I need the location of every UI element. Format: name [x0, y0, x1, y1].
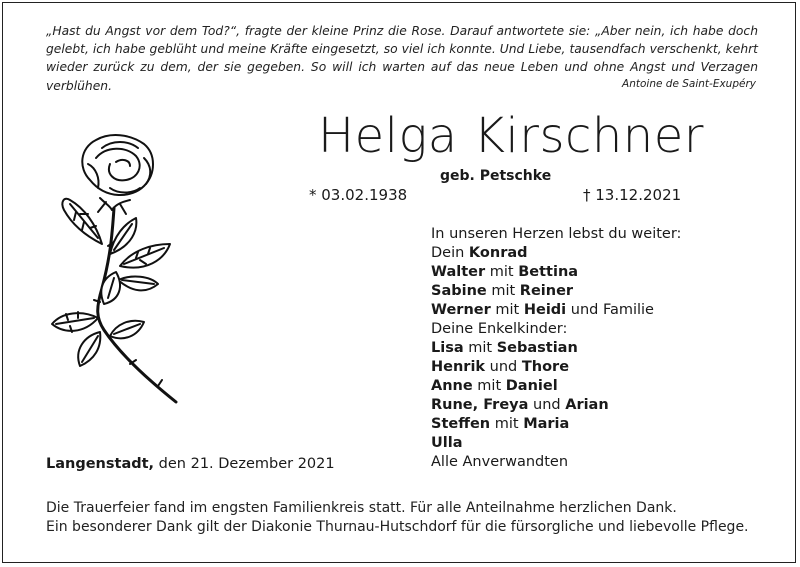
mourner-name: Reiner	[519, 283, 574, 299]
mourner-line	[431, 282, 681, 301]
mourners-intro: In unseren Herzen lebst du weiter:	[431, 226, 682, 242]
mourner-name: Bettina	[518, 264, 579, 280]
mourner-line	[431, 320, 681, 339]
mourners-list	[431, 225, 681, 472]
closing-line-2: Ein besonderer Dank gilt der Diakonie Thurnau-Hutschdorf für die fürsorgliche und liebevolle Pflege.	[46, 519, 749, 535]
mourner-name: Ulla	[431, 435, 463, 451]
mourner-connector: Deine Enkelkinder:	[431, 321, 568, 337]
date: den 21. Dezember 2021	[154, 456, 335, 472]
mourner-name: Sabine	[431, 283, 487, 299]
mourner-line	[431, 244, 681, 263]
mourner-connector: und	[528, 397, 566, 413]
mourner-line	[431, 263, 681, 282]
mourner-line	[431, 301, 681, 320]
rose-icon	[40, 118, 218, 410]
closing-text	[46, 499, 749, 537]
place: Langenstadt,	[46, 456, 155, 472]
mourner-connector: mit	[463, 340, 497, 356]
mourner-line	[431, 377, 681, 396]
mourner-line	[431, 415, 681, 434]
maiden-name: geb. Petschke	[440, 168, 552, 184]
mourner-lines	[431, 244, 681, 472]
mourner-name: Arian	[565, 397, 609, 413]
mourner-connector: Alle Anverwandten	[431, 454, 569, 470]
mourner-name: Thore	[521, 359, 570, 375]
mourner-line	[431, 339, 681, 358]
mourner-name: Werner	[431, 302, 491, 318]
birth-date: * 03.02.1938	[309, 186, 408, 204]
mourner-connector: Dein	[431, 245, 469, 261]
mourner-name: Steffen	[431, 416, 491, 432]
mourner-line	[431, 434, 681, 453]
mourner-line	[431, 396, 681, 415]
mourner-name: Walter	[431, 264, 486, 280]
mourner-name: Konrad	[468, 245, 528, 261]
quote-text: „Hast du Angst vor dem Tod?“, fragte der kleine Prinz die Rose. Darauf antwortete sie: „Aber nein, ich habe doch gelebt, ich habe geblüht und meine Kräfte eingesetzt, so viel ich konnte. Und Liebe, tausendfach verschenkt, kehrt wieder zurück zu dem, der sie gegeben. So will ich warten auf das neue Leben und ohne Angst und Verzagen verblühen.	[46, 24, 758, 93]
mourner-name: Henrik	[431, 359, 486, 375]
mourner-name: Lisa	[431, 340, 464, 356]
mourner-line	[431, 358, 681, 377]
mourner-connector: mit	[486, 283, 520, 299]
place-date	[46, 456, 335, 472]
mourner-name: Daniel	[505, 378, 558, 394]
mourner-name: Heidi	[523, 302, 567, 318]
closing-line-1: Die Trauerfeier fand im engsten Familienkreis statt. Für alle Anteilnahme herzlichen Dank.	[46, 500, 677, 516]
mourner-connector: mit	[490, 416, 524, 432]
mourner-connector: mit	[472, 378, 506, 394]
mourner-connector: und Familie	[566, 302, 654, 318]
mourner-name: Sebastian	[496, 340, 578, 356]
mourner-connector: und	[485, 359, 522, 375]
mourner-connector: mit	[490, 302, 524, 318]
deceased-name: Helga Kirschner	[318, 108, 704, 164]
mourner-name: Maria	[523, 416, 570, 432]
mourner-connector: mit	[485, 264, 519, 280]
mourner-name: Anne	[431, 378, 473, 394]
mourner-name: Rune, Freya	[431, 397, 529, 413]
death-date: † 13.12.2021	[583, 186, 682, 204]
quote-author: Antoine de Saint-Exupéry	[622, 78, 756, 90]
mourner-line	[431, 453, 681, 472]
